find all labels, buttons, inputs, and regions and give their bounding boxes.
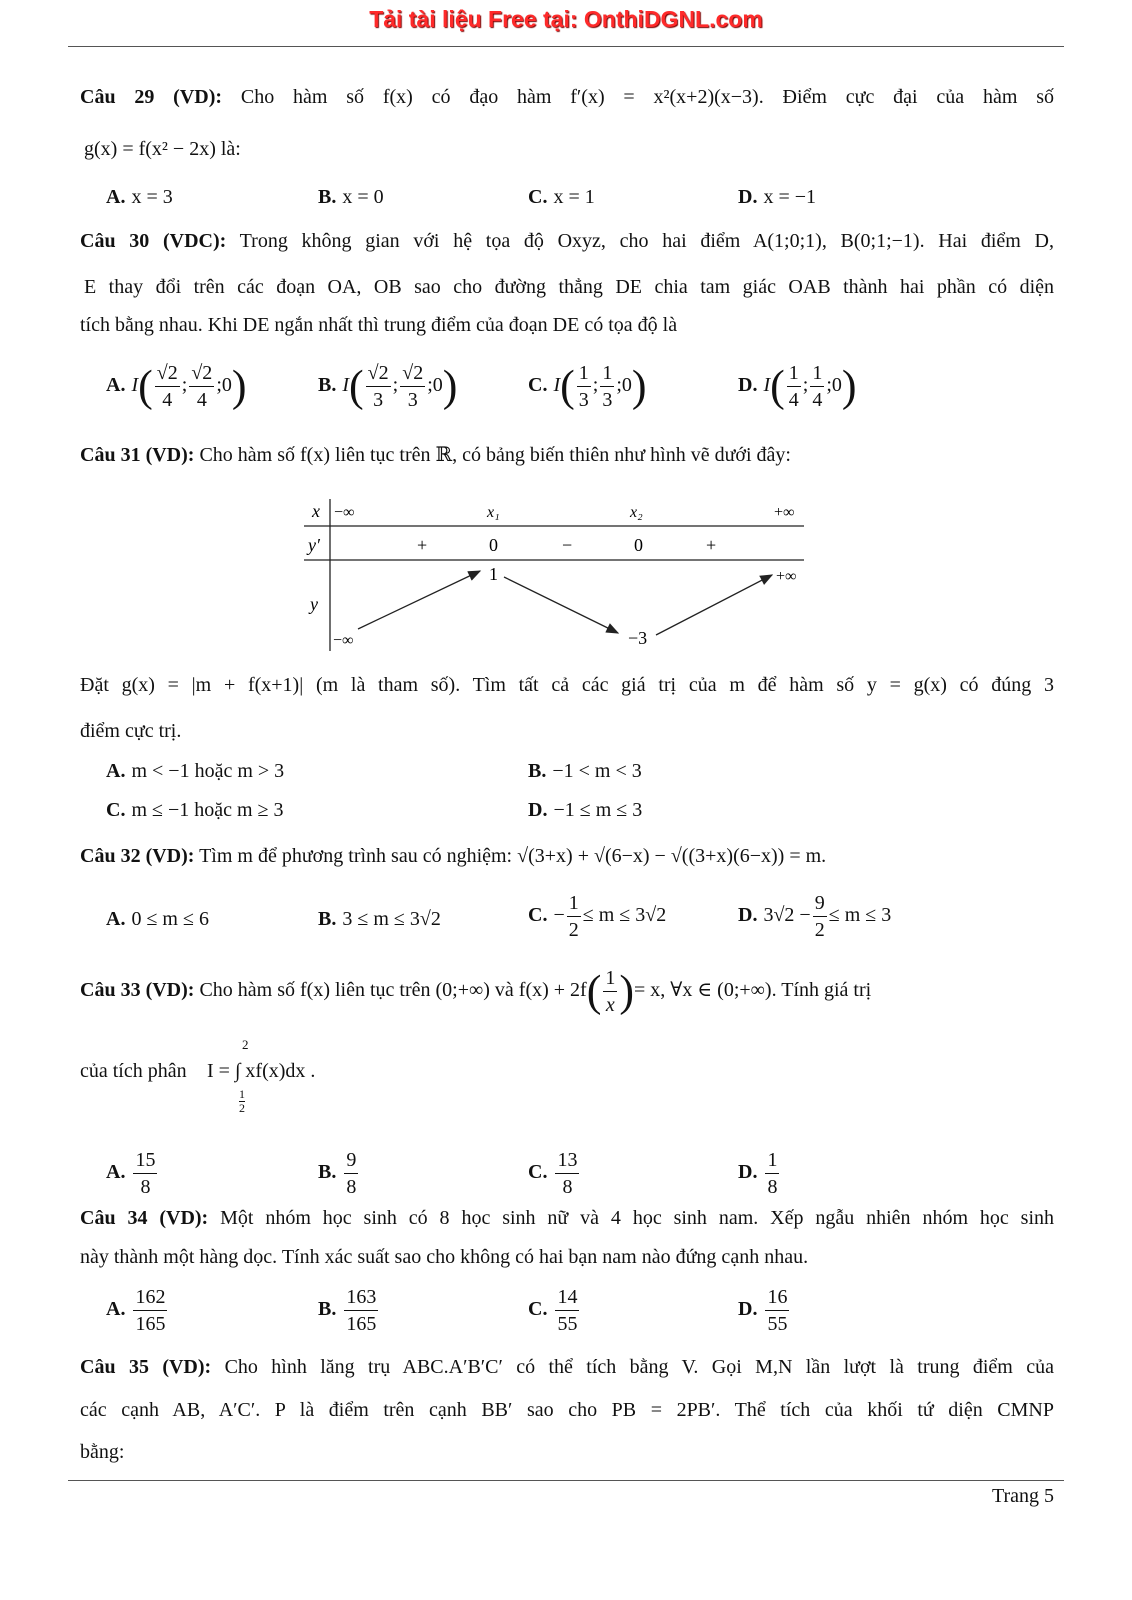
table-x-neg-inf: −∞ (334, 504, 355, 521)
q34-label: Câu 34 (VD): (80, 1207, 209, 1229)
page-header: Tải tài liệu Free tại: OnthiDGNL.com (369, 6, 763, 32)
q34-option-c: C. $\frac{14}{55}$ (528, 1286, 578, 1335)
variation-table (300, 495, 810, 655)
q29-option-b: B. x = 0 (318, 186, 384, 208)
q33-option-c: C. $\frac{13}{8}$ (528, 1149, 578, 1198)
q33-line1: Câu 33 (VD): Cho hàm số f(x) liên tục trên (0;+∞) và f(x) + 2f( $\frac{1}{x}$ )= x, ∀x ∈ (0;+∞). Tính giá trị (80, 966, 872, 1016)
q31-line1: Câu 31 (VD): Cho hàm số f(x) liên tục trên ℝ, có bảng biến thiên như hình vẽ dưới đây: (80, 444, 791, 466)
q33-upper-limit: 2 (242, 1037, 249, 1052)
q31-option-d: D. −1 ≤ m ≤ 3 (528, 799, 643, 821)
q30-label: Câu 30 (VDC): (80, 230, 227, 252)
table-x2: x₂ (630, 504, 643, 521)
arrow-up-1 (358, 571, 480, 629)
q30-option-d: D. I( $\frac{1}{4}$ ; $\frac{1}{4}$ ;0) (738, 361, 857, 411)
q31-option-c: C. m ≤ −1 hoặc m ≥ 3 (106, 799, 284, 821)
q33-option-a: A. $\frac{15}{8}$ (106, 1149, 156, 1198)
table-y-pos-inf: +∞ (776, 568, 797, 585)
q30-line2: E thay đổi trên các đoạn OA, OB sao cho đường thẳng DE chia tam giác OAB thành hai phần có diện (84, 276, 1054, 298)
q33-option-d: D. $\frac{1}{8}$ (738, 1149, 778, 1198)
q31-line2: Đặt g(x) = |m + f(x+1)| (m là tham số). Tìm tất cả các giá trị của m để hàm số y = g(x) có đúng 3 (80, 674, 1054, 696)
q33-line2: của tích phân (80, 1060, 187, 1082)
q35-line1: Câu 35 (VD): Cho hình lăng trụ ABC.A′B′C′ có thể tích bằng V. Gọi M,N lần lượt là trung điểm của (80, 1356, 1054, 1378)
table-y-neg-inf: −∞ (333, 632, 354, 649)
q30-option-a: A. I( $\frac{√2}{4}$ ; $\frac{√2}{4}$ ;0) (106, 361, 247, 411)
q35-label: Câu 35 (VD): (80, 1356, 212, 1378)
q31-line3: điểm cực trị. (80, 720, 182, 742)
q33-label: Câu 33 (VD): (80, 979, 195, 1002)
table-y-min: −3 (628, 628, 648, 648)
q33-option-b: B. $\frac{9}{8}$ (318, 1149, 357, 1198)
q32-line1: Câu 32 (VD): Tìm m để phương trình sau có nghiệm: √(3+x) + √(6−x) − √((3+x)(6−x)) = m. (80, 845, 827, 867)
q29-option-c: C. x = 1 (528, 186, 595, 208)
q31-label: Câu 31 (VD): (80, 444, 195, 466)
q34-line2: này thành một hàng dọc. Tính xác suất sao cho không có hai bạn nam nào đứng cạnh nhau. (80, 1246, 809, 1268)
q32-label: Câu 32 (VD): (80, 845, 195, 867)
q34-option-d: D. $\frac{16}{55}$ (738, 1286, 788, 1335)
q32-option-a: A. 0 ≤ m ≤ 6 (106, 908, 209, 930)
footer-rule (68, 1480, 1064, 1481)
header-rule (68, 46, 1064, 47)
table-sign-5: + (706, 535, 717, 555)
q34-option-b: B. $\frac{163}{165}$ (318, 1286, 377, 1335)
table-sign-4: 0 (634, 535, 643, 555)
q29-label: Câu 29 (VD): (80, 86, 223, 108)
q31-option-a: A. m < −1 hoặc m > 3 (106, 760, 285, 782)
arrow-down (504, 577, 618, 633)
q29-line2: g(x) = f(x² − 2x) là: (84, 138, 241, 160)
table-sign-3: − (562, 535, 573, 555)
table-sign-1: + (417, 535, 428, 555)
q29-line1: Câu 29 (VD): Cho hàm số f(x) có đạo hàm f′(x) = x²(x+2)(x−3). Điểm cực đại của hàm số (80, 86, 1054, 108)
table-sign-2: 0 (489, 535, 498, 555)
table-y-max: 1 (489, 564, 498, 584)
q29-option-d: D. x = −1 (738, 186, 817, 208)
q30-line1: Câu 30 (VDC): Trong không gian với hệ tọa độ Oxyz, cho hai điểm A(1;0;1), B(0;1;−1). Hai điểm D, (80, 230, 1054, 252)
q34-option-a: A. $\frac{162}{165}$ (106, 1286, 166, 1335)
table-y-label: y (310, 594, 318, 614)
q32-option-b: B. 3 ≤ m ≤ 3√2 (318, 908, 441, 930)
q30-line3: tích bằng nhau. Khi DE ngắn nhất thì trung điểm của đoạn DE có tọa độ là (80, 314, 678, 336)
q35-line2: các cạnh AB, A′C′. P là điểm trên cạnh BB′ sao cho PB = 2PB′. Thể tích của khối tứ diện CMNP (80, 1399, 1054, 1421)
arrow-up-2 (656, 575, 772, 635)
q30-option-c: C. I( $\frac{1}{3}$ ; $\frac{1}{3}$ ;0) (528, 361, 647, 411)
q34-line1: Câu 34 (VD): Một nhóm học sinh có 8 học sinh nữ và 4 học sinh nam. Xếp ngẫu nhiên nhóm học sinh (80, 1207, 1054, 1229)
q29-option-a: A. x = 3 (106, 186, 173, 208)
q30-option-b: B. I( $\frac{√2}{3}$ ; $\frac{√2}{3}$ ;0) (318, 361, 458, 411)
table-yp-label: y′ (308, 535, 320, 555)
table-x-label: x (312, 501, 320, 521)
q31-option-b: B. −1 < m < 3 (528, 760, 642, 782)
table-x-pos-inf: +∞ (774, 504, 795, 521)
q32-option-c: C. − $\frac{1}{2}$ ≤ m ≤ 3√2 (528, 892, 667, 941)
q33-integral: I = ∫ xf(x)dx . (207, 1060, 316, 1082)
q32-option-d: D. 3√2 − $\frac{9}{2}$ ≤ m ≤ 3 (738, 892, 892, 941)
q35-line3: bằng: (80, 1441, 125, 1463)
q33-lower-limit: 1 2 (239, 1087, 245, 1115)
table-x1: x₁ (487, 504, 500, 521)
page-number: Trang 5 (991, 1485, 1054, 1507)
